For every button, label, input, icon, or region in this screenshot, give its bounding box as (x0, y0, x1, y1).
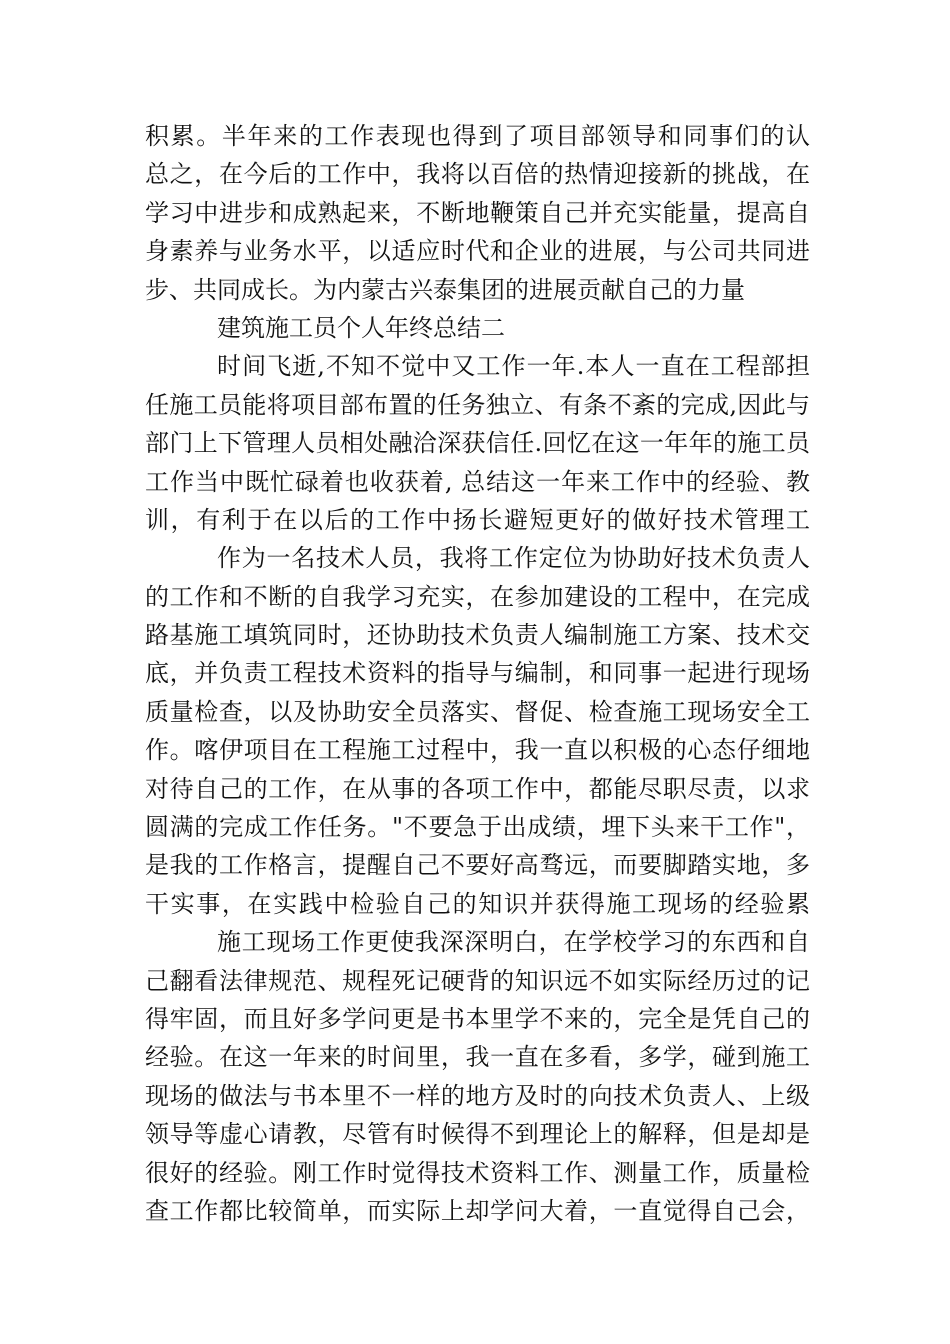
text-line: 作。喀伊项目在工程施工过程中，我一直以积极的心态仔细地 (145, 736, 810, 765)
text-line: 训，有利于在以后的工作中扬长避短更好的做好技术管理工 (145, 505, 810, 534)
text-line: 部门上下管理人员相处融洽深获信任.回忆在这一年年的施工员 (145, 429, 810, 458)
text-line: 查工作都比较简单，而实际上却学问大着，一直觉得自己会， (145, 1196, 810, 1225)
text-line: 质量检查，以及协助安全员落实、督促、检查施工现场安全工 (145, 697, 810, 726)
text-line: 工作当中既忙碌着也收获着, 总结这一年来工作中的经验、教 (145, 467, 810, 496)
document-body (145, 117, 810, 1230)
text-line: 是我的工作格言，提醒自己不要好高骛远，而要脚踏实地，多 (145, 851, 810, 880)
section-heading: 建筑施工员个人年终总结二 (217, 313, 505, 342)
text-line: 干实事，在实践中检验自己的知识并获得施工现场的经验累 (145, 889, 810, 918)
text-line: 施工现场工作更使我深深明白，在学校学习的东西和自 (217, 928, 810, 957)
text-line: 经验。在这一年来的时间里，我一直在多看，多学，碰到施工 (145, 1043, 810, 1072)
text-line: 底，并负责工程技术资料的指导与编制，和同事一起进行现场 (145, 659, 810, 688)
text-line: 对待自己的工作，在从事的各项工作中，都能尽职尽责，以求 (145, 774, 810, 803)
text-line: 得牢固，而且好多学问更是书本里学不来的，完全是凭自己的 (145, 1004, 810, 1033)
text-line: 的工作和不断的自我学习充实，在参加建设的工程中，在完成 (145, 582, 810, 611)
text-line: 身素养与业务水平，以适应时代和企业的进展，与公司共同进 (145, 237, 810, 266)
text-line: 步、共同成长。为内蒙古兴泰集团的进展贡献自己的力量 (145, 275, 745, 304)
text-line: 路基施工填筑同时，还协助技术负责人编制施工方案、技术交 (145, 621, 810, 650)
text-line: 任施工员能将项目部布置的任务独立、有条不紊的完成,因此与 (145, 390, 810, 419)
text-line: 己翻看法律规范、规程死记硬背的知识远不如实际经历过的记 (145, 966, 810, 995)
text-line: 积累。半年来的工作表现也得到了项目部领导和同事们的认 (145, 122, 810, 150)
text-line: 很好的经验。刚工作时觉得技术资料工作、测量工作，质量检 (145, 1158, 810, 1187)
text-line: 现场的做法与书本里不一样的地方及时的向技术负责人、上级 (145, 1081, 810, 1110)
text-line: 总之，在今后的工作中，我将以百倍的热情迎接新的挑战，在 (145, 160, 810, 189)
text-line: 作为一名技术人员，我将工作定位为协助好技术负责人 (217, 544, 810, 573)
text-line: 圆满的完成工作任务。"不要急于出成绩，埋下头来干工作"， (145, 813, 810, 842)
text-line: 学习中进步和成熟起来，不断地鞭策自己并充实能量，提高自 (145, 198, 810, 227)
text-line: 时间飞逝,不知不觉中又工作一年.本人一直在工程部担 (217, 352, 810, 381)
text-line: 领导等虚心请教，尽管有时候得不到理论上的解释，但是却是 (145, 1120, 810, 1149)
